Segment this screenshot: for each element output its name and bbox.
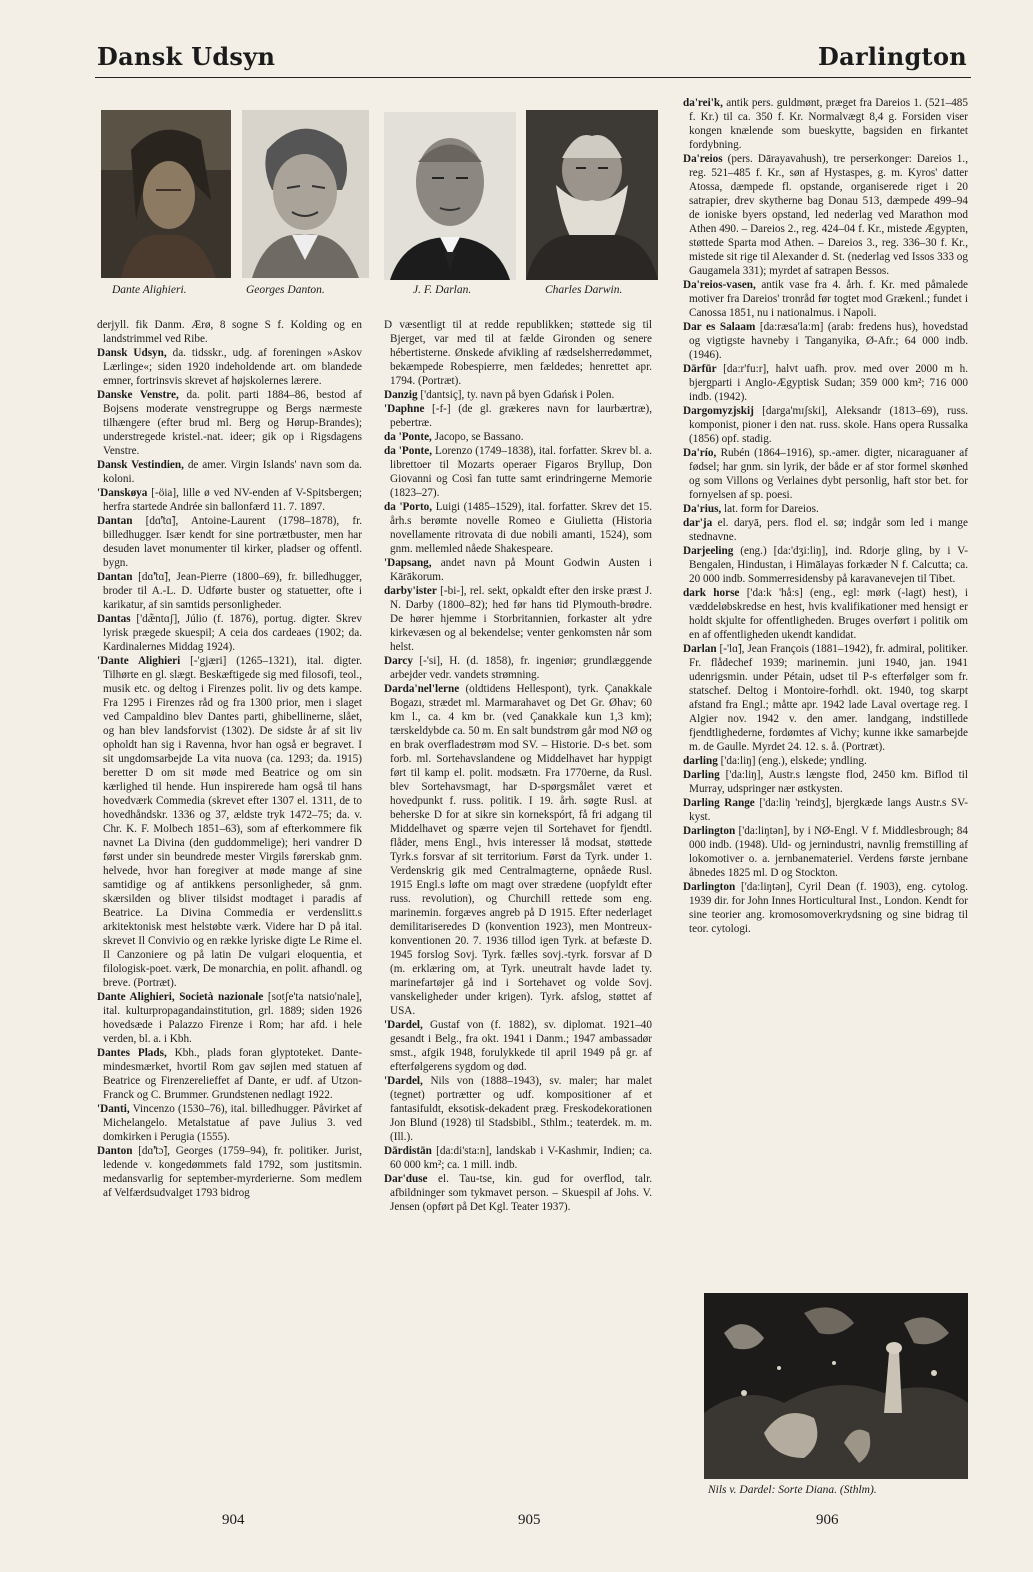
- entry-text: Nils von (1888–1943), sv. maler; har malet (tegnet) portrætter og udf. kompositioner af et fantasifuldt, eksotisk-dekadent præg. Freskodekorationen Jon Blund (1928) til Stadsbibl., Sthlm.; teaterdek. m. m. (Ill.).: [390, 1075, 652, 1143]
- headword: Da'rius,: [683, 503, 722, 515]
- entry-text: Lorenzo (1749–1838), ital. forfatter. Skrev bl. a. librettoer til Mozarts operaer Figaros Bryllup, Don Giovanni og Così fan tutte samt erindringerne Memorie (1823–27).: [390, 445, 652, 499]
- entry: [683, 586, 968, 642]
- headword: Dantes Plads,: [97, 1047, 167, 1059]
- headword: Dantan: [97, 515, 133, 527]
- entry: [683, 446, 968, 502]
- headword: Dārfūr: [683, 363, 717, 375]
- headword: 'Danti,: [97, 1103, 130, 1115]
- headword: Darda'nel'lerne: [384, 683, 460, 695]
- headword: Dar'duse: [384, 1173, 428, 1185]
- portrait-danton: [242, 110, 369, 278]
- entry-text: derjyll. fik Danm. Ærø, 8 sogne S f. Kolding og en landstrimmel ved Ribe.: [97, 319, 362, 345]
- entry-text: [-'lɑ̃], Jean François (1881–1942), fr. admiral, politiker. Fr. flådechef 1939; marinemin. juni 1940, jan. 1941 udenrigsmin. under Pétain, udset til P-s efterfølger som fr. statschef. Deltog i Montoire-forhdl. okt. 1940, tog skarpt afstand fra Engl.; måtte apr. 1942 lade Laval overtage reg. I Algier nov. 1942 v. den amer. landgang, indstillede fjendtlighederne, fordømtes af Vichy; kunne ikke samarbejde m. de Gaulle. Myrdet 24. 12. s. å. (Portræt).: [689, 643, 968, 753]
- entry-text: (pers. Dārayavahush), tre perserkonger: Dareios 1., reg. 521–485 f. Kr., søn af Hystaspes, g. m. Kyros' datter Atossa, dæmpede fl. opstande, organiserede riget i 20 satrapier, drev skytherne bag Donau 513, dæmpede 499–94 de ioniske byers opstand, led nederlag ved Marathon mod Athen 490. – Dareios 2., reg. 424–04 f. Kr., mistede Ægypten, støttede Sparta mod Athen. – Dareios 3., reg. 336–30 f. Kr., mistede sit rige til Alexander d. St. (nederlag ved Issos 333 og Gaugamela 331); myrdet af satrapen Bessos.: [689, 153, 968, 277]
- entry-text: [-f-] (de gl. grækeres navn for laurbærtræ), pebertræ.: [390, 403, 652, 429]
- headword: Dar es Salaam: [683, 321, 756, 333]
- entry: [683, 152, 968, 278]
- entry: [97, 1046, 362, 1102]
- caption-danton: Georges Danton.: [246, 284, 325, 296]
- entry-text: [-'gjæri] (1265–1321), ital. digter. Tilhørte en gl. slægt. Beskæftigede sig med filosofi, teol., musik etc. og deltog i Firenzes polit. liv og dets kampe. Fra 1295 i Firenzes råd og fra 1300 prior, men i slaget ved Campaldino blev Dantes parti, ghibellinerne, slået, og han blev landsforvist (1302). De sidste år af sit liv opholdt han sig i Ravenna, hvor han også er begravet. I sit ungdomsarbejde La vita nuova (ca. 1293; da. 1915) beretter D om sit møde med Beatrice og om sin kærlighed til hende. Hun inspirerede ham også til hans hovedværk Commedia (skrevet efter 1307 el. 1311, de to hovedhåndskr. 1336 og 37, ældste tryk 1472–75; da. v. Chr. K. F. Molbech 1851–63), som af efterkommere fik navnet La Divina (den guddommelige); heri vandrer D først under sin beundrede mester Virgils førerskab gnm. helvede, hvor han foregiver at møde mange af sine samtidige og af antikkens personligheder, så gnm. skærsilden og bliver tilsidst modtaget i paradis af Beatrice. La Divina Commedia er verdenslitt.s arkitektonisk mest helstøbte værk. Videre har D på ital. skrevet Il Convivio og en række lyriske digte Le Rime el. Il Canzoniere og på latin De vulgari eloquentia, et filologisk-poet. værk, De monarchia, en polit. afhandl. og breve. (Portræt).: [103, 655, 362, 989]
- text-column-3: [683, 96, 968, 1154]
- headword: Da'río,: [683, 447, 717, 459]
- entry-text: (eng.) [da:'dʒi:liŋ], ind. Rdorje gling, by i V-Bengalen, Hindustan, i Himālayas forkæder N f. Calcutta; ca. 20 000 indb. Sommerresidensby på karavanevejen til Tibet.: [689, 545, 968, 585]
- headword: 'Dardel,: [384, 1019, 423, 1031]
- entry: [384, 388, 652, 402]
- header-rule: [95, 77, 971, 78]
- entry: [384, 1018, 652, 1074]
- entry: [683, 362, 968, 404]
- headword: Dansk Vestindien,: [97, 459, 184, 471]
- entry-text: Vincenzo (1530–76), ital. billedhugger. Påvirket af Michelangelo. Metalstatue af pave Julius 3. ved domkirken i Perugia (1555).: [103, 1103, 362, 1143]
- headword: da 'Ponte,: [384, 445, 433, 457]
- running-head-right: Darlington: [817, 42, 967, 71]
- headword: Darlington: [683, 881, 736, 893]
- entry-text: [darga'mɪʃski], Aleksandr (1813–69), russ. komponist, pioner i den nat. russ. skole. Hans opera Russalka (1856) opf. stadig.: [689, 405, 968, 445]
- headword: 'Daphne: [384, 403, 425, 415]
- entry-text: Luigi (1485–1529), ital. forfatter. Skrev det 15. årh.s berømte novelle Romeo e Giulietta (Historia novellamente ritrovata di due nobili amanti, 1524), som gnm. mellemled nåede Shakespeare.: [390, 501, 652, 555]
- page-number-906: 906: [816, 1512, 839, 1528]
- entry: [384, 682, 652, 1018]
- entry-text: [da:r'fu:r], halvt uafh. prov. med over 2000 m h. bjergparti i Anglo-Ægyptisk Sudan; 359 000 km²; 716 000 indb. (1942).: [689, 363, 968, 403]
- entry-text: lat. form for Dareios.: [721, 503, 819, 515]
- headword: Danzig: [384, 389, 418, 401]
- entry-text: Kbh., plads foran glyptoteket. Dante-mindesmærket, hvortil Rom gav søjlen med statuen af Beatrice og Firenzerelieffet af Dante, er udf. af Utzon-Franck og C. Brummer. Grundstenen nedlagt 1922.: [103, 1047, 362, 1101]
- entry: [384, 654, 652, 682]
- entry-text: antik pers. guldmønt, præget fra Dareios 1. (521–485 f. Kr.) til ca. 350 f. Kr. Normalvægt 8,4 g. Forsiden viser kongen knælende som bueskytte, bagsiden en firkantet fordybning.: [689, 97, 968, 151]
- portrait-darwin: [526, 110, 658, 280]
- entry-text: ['da:liŋ 'reindʒ], bjergkæde langs Austr.s SV-kyst.: [689, 797, 968, 823]
- entry: [384, 1172, 652, 1214]
- entry-text: da. polit. parti 1884–86, bestod af Bojsens moderate venstregruppe og Bergs nærmeste tilhængere (efter brud ml. Berg og Hørup-Brandes); understregede kristel.-nat. ideer; gik op i Rigsdagens Venstre.: [103, 389, 362, 457]
- portrait-darlan: [384, 112, 516, 280]
- entry-text: D væsentligt til at redde republikken; støttede sig til Bjerget, var med til at fælde Gironden og senere hébertisterne. Ønskede afvikling af rædselsherredømmet, bekæmpede Robespierre, men fældedes; henrettet apr. 1794. (Portræt).: [384, 319, 652, 387]
- headword: Darjeeling: [683, 545, 734, 557]
- entry-text: [da:ræsa'la:m] (arab: fredens hus), hovedstad og vigtigste havneby i Tanganyika, Ø-Afr.; 64 000 indb. (1946).: [689, 321, 968, 361]
- entry-text: [-öia], lille ø ved NV-enden af V-Spitsbergen; herfra startede Andrée sin ballonfærd 11. 7. 1897.: [103, 487, 362, 513]
- entry-text: Gustaf von (f. 1882), sv. diplomat. 1921–40 gesandt i Belg., fra okt. 1941 i Danm.; 1947 ambassadør smst., afgik 1948, forulykkede til april 1949 på gr. af efterfølgerens sygdom og død.: [390, 1019, 652, 1073]
- entry-text: [sotʃe'ta natsio'nale], ital. kulturpropagandainstitution, grl. 1889; siden 1926 hovedsæde i Palazzo Firenze i Rom; har afd. i hele verden, bl. a. i Kbh.: [103, 991, 362, 1045]
- running-head-left: Dansk Udsyn: [97, 42, 276, 71]
- entry: [384, 584, 652, 654]
- caption-darwin: Charles Darwin.: [545, 284, 623, 296]
- headword: Dante Alighieri, Società nazionale: [97, 991, 264, 1003]
- entry-text: ['da:liŋtən], by i NØ-Engl. V f. Middlesbrough; 84 000 indb. (1948). Uld- og jernindustri, navnlig fremstilling af lokomotiver o. a. jernbanemateriel. Verdens første jernbane åbnedes 1825 ml. D og Stockton.: [689, 825, 968, 879]
- entry-text: ['da:k 'hå:s] (eng., egl: mørk (-lagt) hest), i væddeløbskredse en hest, hvis kvalifikationer med hensigt er holdt skjulte for offentligheden. Bruges overført i politik om en af offentligheden ukendt kandidat.: [689, 587, 968, 641]
- entry: [683, 754, 968, 768]
- headword: Darcy: [384, 655, 413, 667]
- entry: [683, 880, 968, 936]
- entry: [97, 458, 362, 486]
- entry-text: Jacopo, se Bassano.: [431, 431, 524, 443]
- text-column-1: [97, 318, 362, 1496]
- entry-text: ['da:liŋ] (eng.), elskede; yndling.: [717, 755, 867, 767]
- entry-text: el. daryā, pers. flod el. sø; indgår som led i mange stednavne.: [689, 517, 968, 543]
- headword: Darlington: [683, 825, 736, 837]
- entry-text: antik vase fra 4. årh. f. Kr. med påmalede motiver fra Dareios' tronråd før togtet mod Grækenl.; fundet i Canossa 1851, nu i nationalmus. i Napoli.: [689, 279, 968, 319]
- headword: Da'reios-vasen,: [683, 279, 756, 291]
- entry: [683, 502, 968, 516]
- entry: [384, 318, 652, 388]
- entry: [683, 796, 968, 824]
- entry: [683, 824, 968, 880]
- entry: [97, 346, 362, 388]
- entry: [683, 404, 968, 446]
- entry: [683, 96, 968, 152]
- entry: [97, 1144, 362, 1200]
- entry: [97, 654, 362, 990]
- headword: Darling Range: [683, 797, 755, 809]
- entry: [384, 402, 652, 430]
- headword: Darlan: [683, 643, 717, 655]
- entry-text: andet navn på Mount Godwin Austen i Kārākorum.: [390, 557, 652, 583]
- entry-text: Rubén (1864–1916), sp.-amer. digter, nicaraguaner af fødsel; har gnm. sin lyrik, der både er af stor formel skønhed og som Villons og Verlaines dybt personlig, haft stor bet. for fornyelsen af sp. poesi.: [689, 447, 968, 501]
- headword: darby'ister: [384, 585, 437, 597]
- entry-text: ['dantsiç], ty. navn på byen Gdańsk i Polen.: [417, 389, 615, 401]
- entry-text: [dɑ̃'tɔ̃], Georges (1759–94), fr. politiker. Jurist, ledende v. kongedømmets fald 1792, som justitsmin. medansvarlig for september-myrderierne. Som medlem af Velfærdsudvalget 1793 bidrog: [103, 1145, 362, 1199]
- entry: [97, 514, 362, 570]
- headword: 'Dardel,: [384, 1075, 423, 1087]
- caption-dante: Dante Alighieri.: [112, 284, 187, 296]
- headword: darling: [683, 755, 718, 767]
- entry: [97, 990, 362, 1046]
- entry-text: ['dæ̃ntɑʃ], Júlio (f. 1876), portug. digter. Skrev lyrisk prægede skuespil; A ceia dos cardeaes (1902; da. Kardinalernes Middag 1924).: [103, 613, 362, 653]
- entry-text: de amer. Virgin Islands' navn som da. koloni.: [103, 459, 362, 485]
- page-number-904: 904: [222, 1512, 245, 1528]
- entry: [97, 1102, 362, 1144]
- headword: Dantan: [97, 571, 133, 583]
- headword: dark horse: [683, 587, 740, 599]
- entry: [683, 642, 968, 754]
- entry: [683, 544, 968, 586]
- headword: Dansk Udsyn,: [97, 347, 167, 359]
- entry: [384, 1074, 652, 1144]
- entry: [384, 556, 652, 584]
- headword: 'Dante Alighieri: [97, 655, 181, 667]
- headword: Da'reios: [683, 153, 723, 165]
- entry: [97, 612, 362, 654]
- entry: [384, 444, 652, 500]
- headword: Darling: [683, 769, 720, 781]
- entry: [683, 516, 968, 544]
- headword: 'Danskøya: [97, 487, 148, 499]
- entry: [97, 318, 362, 346]
- headword: dar'ja: [683, 517, 713, 529]
- entry-text: [dɑ̃'tɑ̃], Antoine-Laurent (1798–1878), fr. billedhugger. Især kendt for sine portrætbuster, men har desuden lavet monumenter til kirker, pladser og offentl. bygn.: [103, 515, 362, 569]
- painting-sorte-diana: [704, 1293, 968, 1479]
- headword: da 'Ponte,: [384, 431, 432, 443]
- entry: [384, 1144, 652, 1172]
- headword: da 'Porto,: [384, 501, 433, 513]
- entry-text: (oldtidens Hellespont), tyrk. Çanakkale Bogazı, strædet ml. Marmarahavet og Det Gr. Øhav; 60 km l., ca. 4 km br. (ved Çanakkale kun 1,3 km); tærskeldybde ca. 50 m. En salt bundstrøm går mod NØ og en brak overfladestrøm mod SV. – Historie. D-s bet. som forb. ml. Sortehavslandene og Middelhavet har hyppigt ført til kamp el. polit. modsætn. Fra 1770erne, da Rusl. blev Sortehavsmagt, har D-spørgsmålet været et hovedpunkt f. russ. politik. I 19. årh. søgte Rusl. at beherske D for at sikre sin kornekspórt, få fri adgang til Middelhavet og spærre vejen til Sortehavet for fjendtl. flåder, mens Engl., hvis interesser lå modsat, støttede Tyrk.s forsvar af sit territorium. Først da Tyrk. under 1. Verdenskrig gik med Centralmagterne, opnåede Rusl. 1915 Engl.s løfte om magt over strædene (uopfyldt efter russ. revolution), og Churchill rettede som eng. marinemin. forgæves angreb på D 1915. Efter nederlaget demilitariseredes D (konvention 1923), men Montreux-konventionen 20. 7. 1936 tillod igen Tyrk. at befæste D. 1945 forslog Sovj. Tyrk. fælles sovj.-tyrk. forsvar af D (m. erklæring om, at Tyrk. uneutralt havde ladet ty. marinefartøjer gå ind i Sortehavet og volde Sovj. vanskeligheder under krigen). Tyrk. afslog, støttet af USA.: [390, 683, 652, 1017]
- entry: [683, 768, 968, 796]
- headword: da'rei'k,: [683, 97, 723, 109]
- entry-text: [dɑ̃'tɑ̃], Jean-Pierre (1800–69), fr. billedhugger, broder til A.-L. D. Udførte buster og statuetter, ofte i karikatur, af sin samtids personligheder.: [103, 571, 362, 611]
- entry: [97, 570, 362, 612]
- headword: Dārdistān: [384, 1145, 432, 1157]
- entry: [384, 430, 652, 444]
- entry-text: [-bi-], rel. sekt, opkaldt efter den irske præst J. N. Darby (1800–82); hed før hans tid Plymouth-brødre. De hører hjemme i Storbritannien, forkaster alt ydre kirkevæsen og al bekendelse; venter genkomsten når som helst.: [390, 585, 652, 653]
- caption-darlan: J. F. Darlan.: [413, 284, 472, 296]
- entry-text: ['da:liŋ], Austr.s længste flod, 2450 km. Biflod til Murray, udspringer nær østkysten.: [689, 769, 968, 795]
- entry-text: da. tidsskr., udg. af foreningen »Askov Lærlinge«; siden 1920 indeholdende art. om blandede emner, fortrinsvis skrevet af højskolernes lærere.: [103, 347, 362, 387]
- entry: [683, 320, 968, 362]
- caption-painting: Nils v. Dardel: Sorte Diana. (Sthlm).: [708, 1484, 877, 1496]
- entry: [683, 278, 968, 320]
- entry-text: [-'si], H. (d. 1858), fr. ingeniør; grundlæggende arbejder vedr. vandets strømning.: [390, 655, 652, 681]
- text-column-2: [384, 318, 652, 1496]
- headword: 'Dapsang,: [384, 557, 432, 569]
- entry-text: el. Tau-tse, kin. gud for overflod, talr. afbildninger som tykmavet person. – Skuespil af Johs. V. Jensen (opført på Det Kgl. Teater 1937).: [390, 1173, 652, 1213]
- headword: Danske Venstre,: [97, 389, 179, 401]
- entry: [97, 388, 362, 458]
- headword: Danton: [97, 1145, 133, 1157]
- headword: Dargomyzjskij: [683, 405, 754, 417]
- entry-text: ['da:liŋtən], Cyril Dean (f. 1903), eng. cytolog. 1939 dir. for John Innes Horticultural Inst., London. Kendt for sine teorier ang. kromosomoverkrydsning og sine bidrag til teor. cytologi.: [689, 881, 968, 935]
- entry: [384, 500, 652, 556]
- page-number-905: 905: [518, 1512, 541, 1528]
- entry: [97, 486, 362, 514]
- portrait-dante: [101, 110, 231, 278]
- headword: Dantas: [97, 613, 131, 625]
- entry-text: [da:di'sta:n], landskab i V-Kashmir, Indien; ca. 60 000 km²; ca. 1 mill. indb.: [390, 1145, 652, 1171]
